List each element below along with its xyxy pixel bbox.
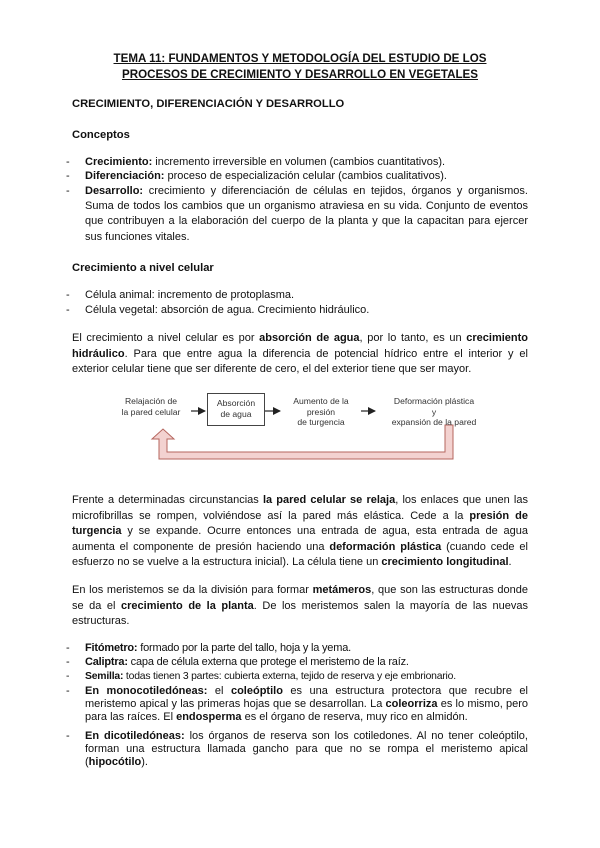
- list-item: [66, 642, 528, 655]
- term: En dicotiledóneas:: [85, 730, 185, 742]
- text: el: [207, 685, 231, 697]
- list-item: [66, 685, 528, 725]
- bold-text: hipocótilo: [88, 756, 142, 769]
- text: , por lo tanto, es un: [359, 332, 467, 344]
- text: . Para que entre agua la diferencia de potencial hídrico entre el interior y el exterior celular tiene que ser diferente de cero, el del exterior tiene que ser mayor.: [72, 347, 528, 376]
- diagram-step-presion: [282, 396, 360, 428]
- title-line-2: PROCESOS DE CRECIMIENTO Y DESARROLLO EN VEGETALES: [121, 68, 479, 81]
- text: (cuando cede el esfuerzo no se vuelve a la estructura inicial). La célula tiene un: [72, 540, 528, 569]
- bold-text: coleóptilo: [230, 685, 283, 697]
- text: En los meristemos se da la división para formar: [72, 584, 313, 596]
- list-item: [66, 184, 528, 245]
- term: Fitómetro:: [85, 642, 138, 654]
- list-dash: -: [66, 656, 70, 668]
- definition: todas tienen 3 partes: cubierta externa, tejido de reserva y eje embrionario.: [123, 671, 456, 682]
- box-text: la pared celular: [121, 406, 181, 417]
- definition: formado por la parte del tallo, hoja y la yema.: [137, 642, 351, 654]
- list-text: Célula animal: incremento de protoplasma.: [85, 289, 295, 301]
- bold-text: coleorriza: [385, 698, 438, 711]
- bold-text: crecimiento de la planta: [121, 599, 254, 612]
- section-heading: CRECIMIENTO, DIFERENCIACIÓN Y DESARROLLO: [72, 98, 345, 110]
- diagram-step-relajacion: [112, 396, 190, 417]
- text: El crecimiento a nivel celular es por: [72, 332, 260, 344]
- list-item: [66, 670, 528, 683]
- box-text: expansión de la pared: [391, 417, 477, 428]
- list-dash: -: [66, 730, 70, 742]
- term: Diferenciación:: [85, 170, 165, 182]
- document-title: [60, 51, 540, 83]
- paragraph: [72, 493, 528, 571]
- title-line-1: TEMA 11: FUNDAMENTOS Y METODOLOGÍA DEL ESTUDIO DE LOS: [113, 52, 487, 65]
- box-text: Deformación plástica: [393, 396, 475, 406]
- bold-text: deformación plástica: [329, 540, 442, 553]
- term: En monocotiledóneas:: [85, 685, 208, 697]
- list-text: Célula vegetal: absorción de agua. Crecimiento hidráulico.: [85, 304, 370, 316]
- list-dash: -: [66, 156, 70, 168]
- celular-heading: Crecimiento a nivel celular: [72, 262, 214, 274]
- bold-text: endosperma: [176, 711, 242, 724]
- box-text: y: [431, 406, 437, 417]
- bold-text: absorción de agua: [259, 332, 360, 344]
- list-item: [66, 170, 528, 183]
- list-item: [66, 304, 528, 317]
- bold-text: crecimiento hidráulico: [72, 332, 528, 360]
- list-dash: -: [66, 304, 70, 316]
- paragraph: [72, 331, 528, 378]
- list-dash: -: [66, 170, 70, 182]
- text: . De los meristemos salen la mayoría de las nuevas estructuras.: [72, 599, 528, 628]
- box-text: Relajación de: [124, 396, 178, 406]
- feedback-arrow: [152, 425, 453, 459]
- bold-text: la pared celular se relaja: [262, 494, 396, 506]
- list-dash: -: [66, 289, 70, 301]
- text: los órganos de reserva son los cotiledones. Al no tener coleóptilo, forman una estructura llamada gancho para que no se rompa el meristemo apical (: [85, 730, 528, 769]
- list-dash: -: [66, 685, 70, 697]
- text: es lo mismo, pero para las raíces. El: [85, 698, 528, 724]
- box-text: de agua: [220, 408, 252, 419]
- text: .: [508, 556, 512, 569]
- term: Desarrollo:: [85, 185, 144, 197]
- box-text: presión: [306, 406, 336, 417]
- text: , que son las estructuras donde se da el: [72, 584, 528, 612]
- definition: proceso de especialización celular (cambios cualitativos).: [164, 170, 447, 182]
- text: es una estructura protectora que recubre el meristemo apical y las primeras hojas que se desarrollan. La: [85, 685, 528, 711]
- definition: incremento irreversible en volumen (cambios cuantitativos).: [152, 156, 446, 168]
- bold-text: metámeros: [312, 584, 372, 596]
- text: es el órgano de reserva, muy rico en almidón.: [241, 711, 468, 724]
- text: , los enlaces que unen las microfibrillas se rompen, volviéndose así la pared más elástica. Cede a la: [72, 494, 528, 522]
- list-item: [66, 289, 528, 302]
- growth-diagram: [112, 385, 490, 465]
- diagram-step-deformacion: [378, 396, 490, 428]
- text: y se expande. Ocurre entonces una entrada de agua, esta entrada de agua aumenta el componente de presión haciendo una: [72, 525, 528, 553]
- list-dash: -: [66, 671, 70, 682]
- term: Semilla:: [85, 671, 124, 682]
- list-dash: -: [66, 642, 70, 654]
- paragraph: [72, 583, 528, 630]
- definition: crecimiento y diferenciación de células en tejidos, órganos y organismos. Suma de todos los cambios que un organismo atraviesa en su vida. Conjunto de eventos que contribuyen a la elaboración del cuerpo de la planta y que la capacitan para ejercer sus funciones vitales.: [85, 185, 528, 243]
- conceptos-heading: Conceptos: [72, 129, 130, 141]
- bold-text: presión de turgencia: [72, 509, 529, 538]
- term: Caliptra:: [85, 656, 128, 668]
- box-text: de turgencia: [297, 417, 345, 428]
- box-text: Absorción: [216, 398, 256, 408]
- definition: capa de célula externa que protege el meristemo de la raíz.: [127, 656, 409, 668]
- text: Frente a determinadas circunstancias: [72, 494, 263, 506]
- diagram-step-absorcion: [207, 393, 265, 426]
- list-dash: -: [66, 185, 70, 197]
- list-item: [66, 656, 528, 669]
- list-item: [66, 156, 528, 169]
- text: ).: [141, 756, 148, 769]
- term: Crecimiento:: [85, 156, 153, 168]
- box-text: Aumento de la: [293, 396, 349, 406]
- bold-text: crecimiento longitudinal: [381, 556, 509, 569]
- list-item: [66, 730, 528, 770]
